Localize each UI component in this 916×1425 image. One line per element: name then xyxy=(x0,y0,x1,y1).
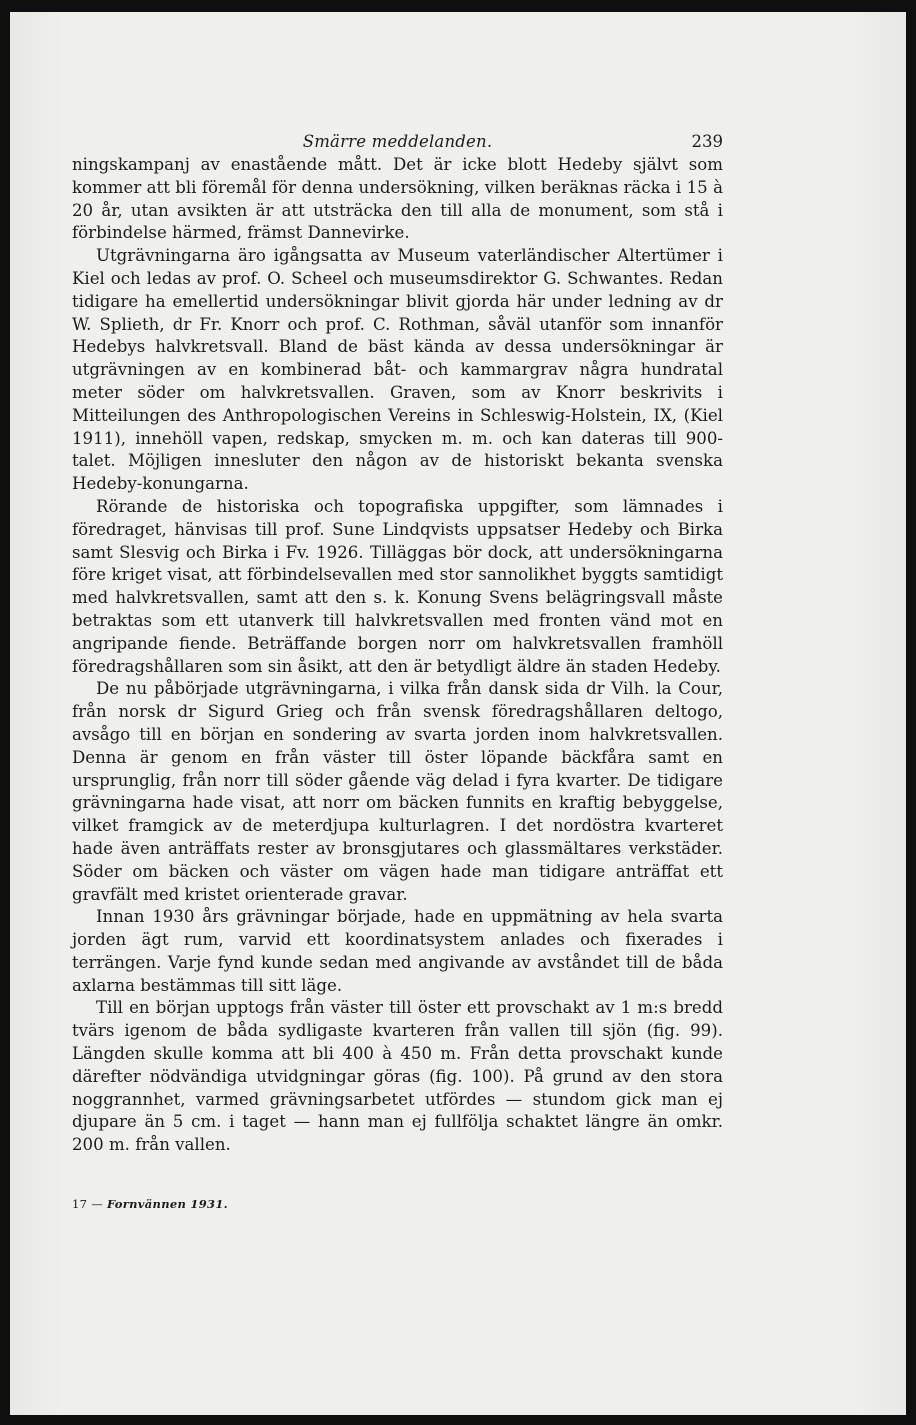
paragraph: Till en början upptogs från väster till öster ett provschakt av 1 m:s bredd tvärs igenom de båda sydligaste kvarteren från vallen till sjön (fig. 99). Längden skulle komma att bli 400 à 450 m. Från detta provschakt kunde därefter nödvändiga utvidgningar göras (fig. 100). På grund av den stora noggrannhet, varmed grävningsarbetet utfördes — stundom gick man ej djupare än 5 cm. i taget — hann man ej fullfölja schaktet längre än omkr. 200 m. från vallen. xyxy=(72,998,723,1155)
page-number: 239 xyxy=(691,132,723,151)
running-head xyxy=(72,128,723,154)
paragraph: De nu påbörjade utgrävningarna, i vilka från dansk sida dr Vilh. la Cour, från norsk dr Sigurd Grieg och från svensk föredragshållaren deltogo, avsågo till en början en sondering av svarta jorden inom halvkretsvallen. Denna är genom en från väster till öster löpande bäckfåra samt en ursprunglig, från norr till söder gående väg delad i fyra kvarter. De tidigare grävningarna hade visat, att norr om bäcken funnits en kraftig bebyggelse, vilket framgick av de meterdjupa kulturlagren. I det nordöstra kvarteret hade även anträffats rester av bronsgjutares och glassmältares verkstäder. Söder om bäcken och väster om vägen hade man tidigare anträffat ett gravfält med kristet orienterade gravar. xyxy=(72,679,723,904)
paragraph: Rörande de historiska och topografiska uppgifter, som lämnades i föredraget, hänvisas till prof. Sune Lindqvists uppsatser Hedeby och Birka samt Slesvig och Birka i Fv. 1926. Tilläggas bör dock, att undersökningarna före kriget visat, att förbindelsevallen med stor sannolikhet byggts samtidigt med halvkretsvallen, samt att den s. k. Konung Svens belägringsvall måste betraktas som ett utanverk till halvkretsvallen med fronten vänd mot en angripande fiende. Beträffande borgen norr om halvkretsvallen framhöll föredragshållaren som sin åsikt, att den är betydligt äldre än staden Hedeby. xyxy=(72,496,723,676)
journal-name: Fornvännen 1931. xyxy=(106,1197,228,1211)
paragraph: Utgrävningarna äro igångsatta av Museum vaterländischer Altertümer i Kiel och ledas av prof. O. Scheel och museumsdirektor G. Schwantes. Redan tidigare ha emellertid undersökningar blivit gjorda här under ledning av dr W. Splieth, dr Fr. Knorr och prof. C. Rothman, såväl utanför som innanför Hedebys halvkretsvall. Bland de bäst kända av dessa undersökningar är utgrävningen av en kombinerad båt- och kammargrav några hundratal meter söder om halvkretsvallen. Graven, som av Knorr beskrivits i Mitteilungen des Anthropologischen Vereins in Schleswig-Holstein, IX, (Kiel 1911), innehöll vapen, redskap, smycken m. m. och kan dateras till 900-talet. Möjligen innesluter den någon av de historiskt bekanta svenska Hedeby-konungarna. xyxy=(72,246,723,494)
signature-mark: 17 — xyxy=(72,1197,103,1211)
page-content xyxy=(72,128,723,1157)
body-text xyxy=(72,154,723,1157)
paragraph-continued: ningskampanj av enastående mått. Det är icke blott Hedeby självt som kommer att bli föremål för denna undersökning, vilken beräknas räcka i 15 à 20 år, utan avsikten är att utsträcka den till alla de monument, som stå i förbindelse härmed, främst Dannevirke. xyxy=(72,155,723,243)
signature-footer xyxy=(72,1197,228,1211)
paragraph: Innan 1930 års grävningar började, hade en uppmätning av hela svarta jorden ägt rum, varvid ett koordinatsystem anlades och fixerades i terrängen. Varje fynd kunde sedan med angivande av avståndet till de båda axlarna bestämmas till sitt läge. xyxy=(72,907,723,995)
running-title: Smärre meddelanden. xyxy=(302,132,493,151)
